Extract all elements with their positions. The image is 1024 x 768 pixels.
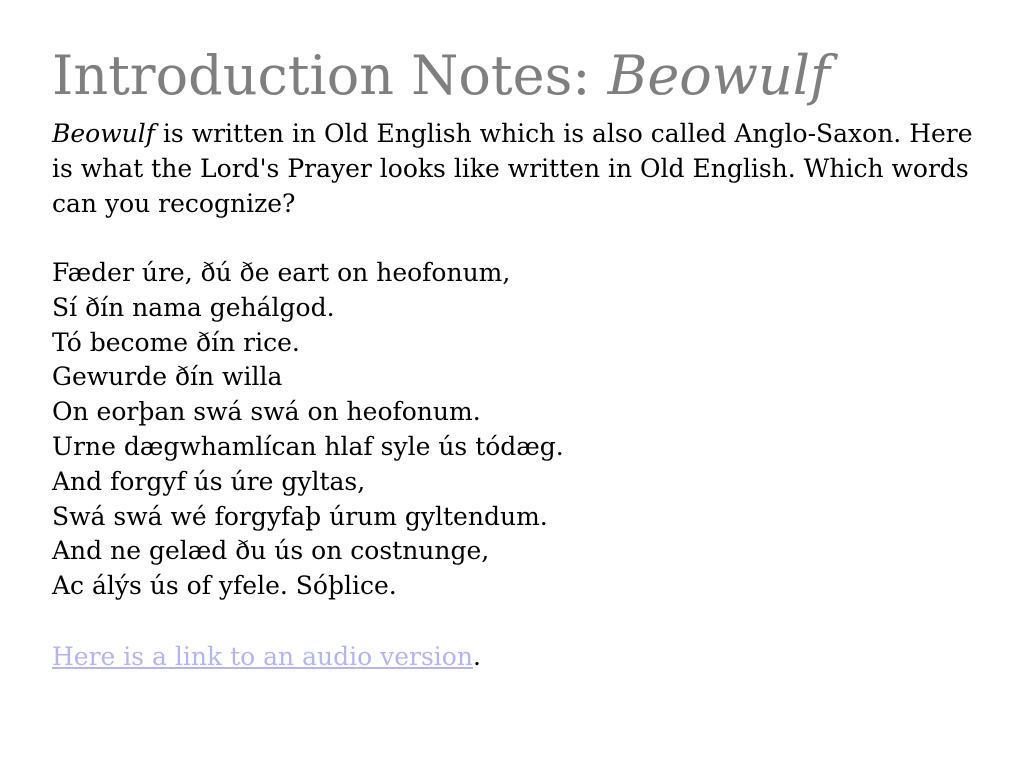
audio-link-line xyxy=(52,639,992,674)
prayer-line: On eorþan swá swá on heofonum. xyxy=(52,397,481,427)
prayer-line: And ne gelæd ðu ús on costnunge, xyxy=(52,536,490,566)
prayer-line: Urne dægwhamlícan hlaf syle ús tódæg. xyxy=(52,431,564,461)
intro-italic-word: Beowulf xyxy=(52,119,155,148)
prayer-line: Tó become ðín rice. xyxy=(52,327,300,357)
title-prefix: Introduction Notes: xyxy=(52,44,608,107)
intro-paragraph xyxy=(52,116,992,221)
slide-title xyxy=(52,40,992,112)
prayer-line: And forgyf ús úre gyltas, xyxy=(52,466,366,496)
title-italic: Beowulf xyxy=(607,44,831,107)
audio-version-link[interactable]: Here is a link to an audio version xyxy=(52,641,473,671)
prayer-line: Swá swá wé forgyfaþ úrum gyltendum. xyxy=(52,501,548,531)
prayer-line: Sí ðín nama gehálgod. xyxy=(52,292,335,322)
prayer-text xyxy=(52,256,992,604)
audio-link-period: . xyxy=(472,641,481,671)
prayer-line: Gewurde ðín willa xyxy=(52,362,283,392)
slide xyxy=(52,40,992,674)
prayer-line: Ac álýs ús of yfele. Sóþlice. xyxy=(52,571,397,601)
intro-text: is written in Old English which is also called Anglo-Saxon. Here is what the Lord's Prayer looks like written in Old English. Which words can you recognize? xyxy=(52,119,973,218)
prayer-line: Fæder úre, ðú ðe eart on heofonum, xyxy=(52,258,511,287)
